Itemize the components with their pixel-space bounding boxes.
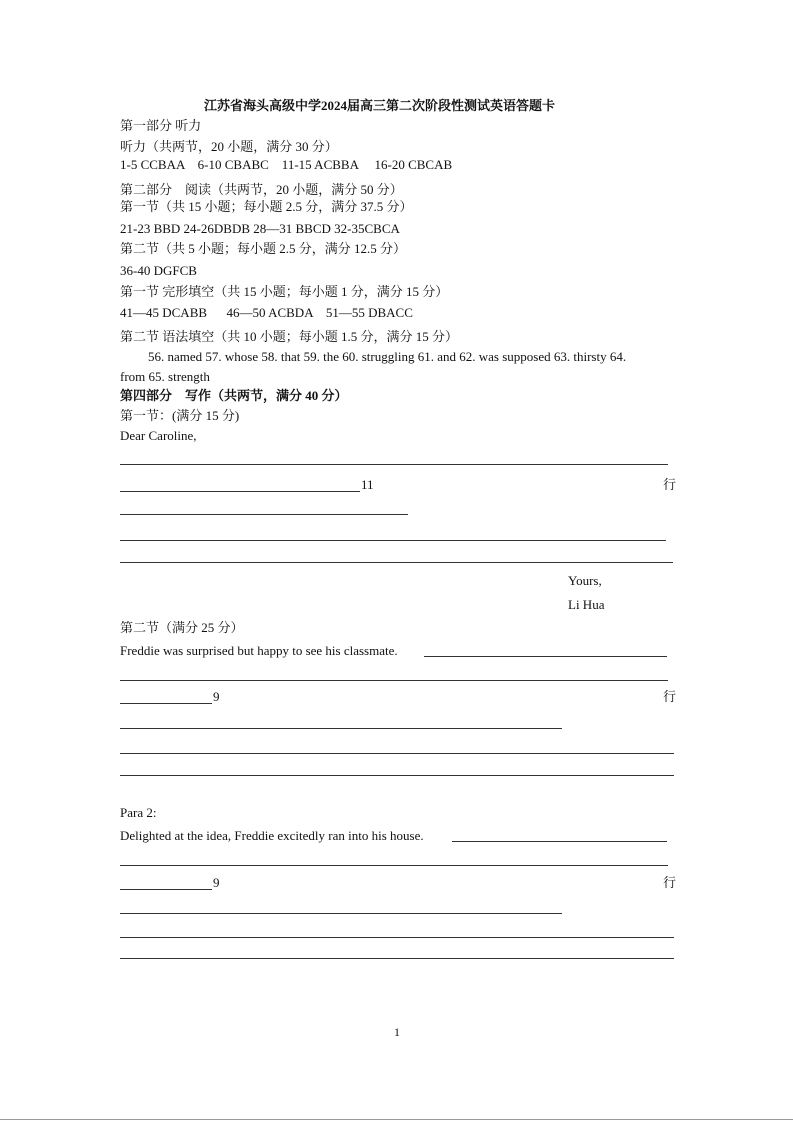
- para2-label: Para 2:: [120, 805, 157, 820]
- writing-line: [424, 656, 667, 657]
- page-title: 江苏省海头高级中学2024届高三第二次阶段性测试英语答题卡: [204, 98, 556, 113]
- para1-start: Freddie was surprised but happy to see his classmate.: [120, 643, 398, 658]
- page-number: 1: [394, 1025, 400, 1039]
- writing-line: [120, 464, 668, 465]
- part3-sec1: 第一节 完形填空（共 15 小题；每小题 1 分，满分 15 分）: [120, 284, 449, 299]
- line-count: 11: [361, 477, 374, 492]
- writing-line: [120, 562, 673, 563]
- part4-sec1: 第一节：(满分 15 分): [120, 408, 240, 423]
- part2-sec1: 第一节（共 15 小题；每小题 2.5 分，满分 37.5 分）: [120, 199, 413, 214]
- writing-line: [120, 491, 360, 492]
- writing-line: [120, 703, 212, 704]
- writing-line: [120, 728, 562, 729]
- part1-answers: 1-5 CCBAA 6-10 CBABC 11-15 ACBBA 16-20 CBCAB: [120, 157, 453, 172]
- part2-sec2: 第二节（共 5 小题；每小题 2.5 分，满分 12.5 分）: [120, 241, 407, 256]
- para2-start: Delighted at the idea, Freddie excitedly ran into his house.: [120, 828, 424, 843]
- part2-sec1-answers: 21-23 BBD 24-26DBDB 28—31 BBCD 32-35CBCA: [120, 221, 400, 236]
- part3-sec2-line1: 56. named 57. whose 58. that 59. the 60. struggling 61. and 62. was supposed 63. thirsty 64.: [148, 349, 627, 364]
- writing-line: [452, 841, 667, 842]
- part2-sec2-answers: 36-40 DGFCB: [120, 263, 197, 278]
- row-char: 行: [663, 477, 677, 492]
- writing-line: [120, 913, 562, 914]
- writing-line: [120, 937, 674, 938]
- part1-section: 听力（共两节，20 小题，满分 30 分）: [120, 139, 338, 154]
- part3-sec2-line2: from 65. strength: [120, 369, 210, 384]
- part1-heading: 第一部分 听力: [120, 118, 202, 133]
- writing-line: [120, 865, 668, 866]
- line-count: 9: [213, 689, 220, 704]
- part2-heading: 第二部分 阅读（共两节，20 小题，满分 50 分）: [120, 182, 403, 197]
- greeting: Dear Caroline,: [120, 428, 197, 443]
- row-char: 行: [663, 875, 677, 890]
- part4-heading: 第四部分 写作（共两节，满分 40 分）: [120, 388, 348, 403]
- writing-line: [120, 958, 674, 959]
- writing-line: [120, 680, 668, 681]
- part4-sec2: 第二节（满分 25 分）: [120, 620, 244, 635]
- writing-line: [120, 753, 674, 754]
- closing: Yours,: [568, 573, 602, 588]
- writing-line: [120, 540, 666, 541]
- writing-line: [120, 889, 212, 890]
- part3-sec2: 第二节 语法填空（共 10 小题；每小题 1.5 分，满分 15 分）: [120, 329, 459, 344]
- writing-line: [120, 514, 408, 515]
- row-char: 行: [663, 689, 677, 704]
- writing-line: [120, 775, 674, 776]
- page-bottom-divider: [0, 1119, 793, 1120]
- line-count: 9: [213, 875, 220, 890]
- signature: Li Hua: [568, 597, 605, 612]
- part3-sec1-answers: 41—45 DCABB 46—50 ACBDA 51—55 DBACC: [120, 305, 413, 320]
